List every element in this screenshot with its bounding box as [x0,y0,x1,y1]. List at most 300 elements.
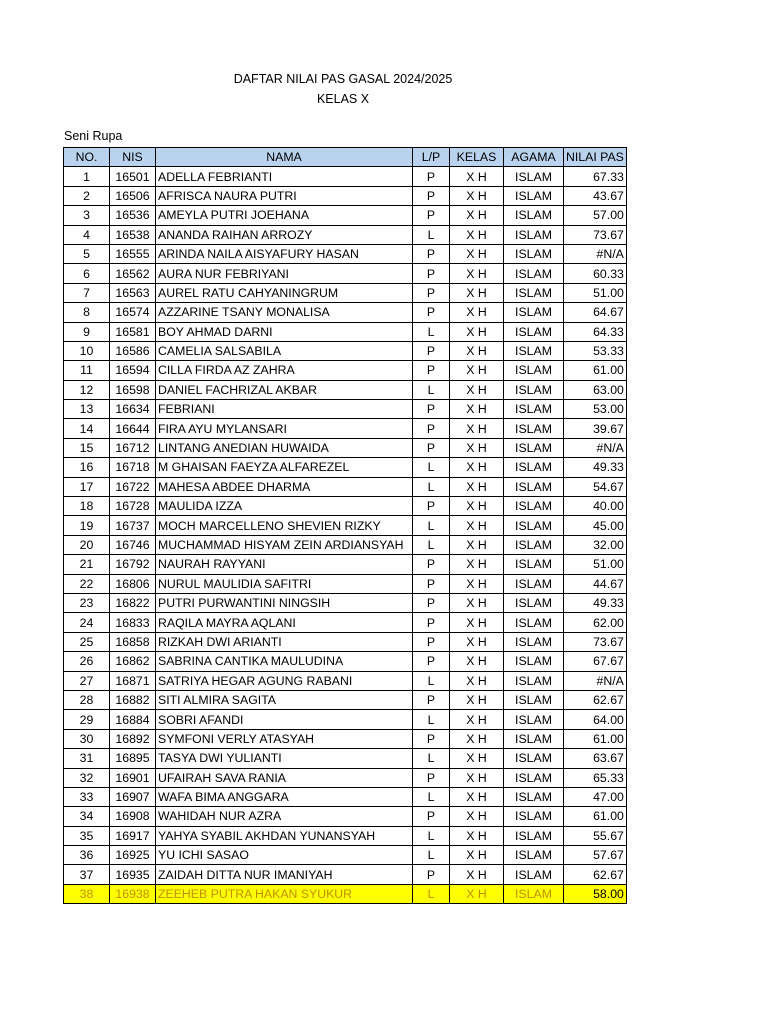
cell-nis[interactable]: 16574 [110,303,156,322]
cell-kelas[interactable]: X H [450,768,504,787]
grades-table [63,147,627,904]
cell-lp[interactable]: P [413,438,450,457]
cell-kelas[interactable]: X H [450,535,504,554]
cell-nilai[interactable]: 64.00 [564,710,627,729]
cell-nilai[interactable]: 60.33 [564,264,627,283]
cell-nis[interactable]: 16833 [110,613,156,632]
cell-lp[interactable]: L [413,826,450,845]
cell-nilai[interactable]: 40.00 [564,497,627,516]
cell-kelas[interactable]: X H [450,380,504,399]
cell-nama[interactable]: ARINDA NAILA AISYAFURY HASAN [156,244,413,263]
cell-no[interactable]: 32 [64,768,110,787]
cell-nama[interactable]: FEBRIANI [156,400,413,419]
col-header-nama[interactable]: NAMA [156,148,413,167]
cell-nilai[interactable]: 57.67 [564,846,627,865]
cell-agama[interactable]: ISLAM [504,555,564,574]
table-row [64,632,627,651]
cell-agama[interactable]: ISLAM [504,884,564,903]
cell-kelas[interactable]: X H [450,652,504,671]
cell-kelas[interactable]: X H [450,749,504,768]
cell-no[interactable]: 2 [64,186,110,205]
cell-lp[interactable]: L [413,535,450,554]
cell-nilai[interactable]: 61.00 [564,807,627,826]
cell-agama[interactable]: ISLAM [504,826,564,845]
cell-lp[interactable]: P [413,690,450,709]
cell-nilai[interactable]: 61.00 [564,729,627,748]
cell-nama[interactable]: NAURAH RAYYANI [156,555,413,574]
table-row [64,826,627,845]
cell-kelas[interactable]: X H [450,671,504,690]
cell-nilai[interactable]: 51.00 [564,283,627,302]
cell-kelas[interactable]: X H [450,690,504,709]
cell-agama[interactable]: ISLAM [504,167,564,186]
table-row [64,186,627,205]
col-header-nis[interactable]: NIS [110,148,156,167]
cell-lp[interactable]: P [413,400,450,419]
cell-no[interactable]: 27 [64,671,110,690]
cell-lp[interactable]: P [413,865,450,884]
cell-no[interactable]: 28 [64,690,110,709]
table-row [64,167,627,186]
cell-lp[interactable]: P [413,186,450,205]
cell-no[interactable]: 26 [64,652,110,671]
cell-nis[interactable]: 16908 [110,807,156,826]
cell-nis[interactable]: 16586 [110,341,156,360]
cell-kelas[interactable]: X H [450,303,504,322]
cell-nis[interactable]: 16563 [110,283,156,302]
cell-nis[interactable]: 16581 [110,322,156,341]
cell-agama[interactable]: ISLAM [504,671,564,690]
cell-no[interactable]: 31 [64,749,110,768]
cell-nilai[interactable]: 73.67 [564,225,627,244]
cell-nilai[interactable]: 49.33 [564,458,627,477]
cell-lp[interactable]: P [413,283,450,302]
cell-kelas[interactable]: X H [450,632,504,651]
cell-nama[interactable]: CILLA FIRDA AZ ZAHRA [156,361,413,380]
cell-nama[interactable]: RAQILA MAYRA AQLANI [156,613,413,632]
cell-lp[interactable]: L [413,380,450,399]
cell-kelas[interactable]: X H [450,458,504,477]
cell-kelas[interactable]: X H [450,361,504,380]
col-header-lp[interactable]: L/P [413,148,450,167]
cell-no[interactable]: 22 [64,574,110,593]
table-row [64,516,627,535]
cell-nama[interactable]: SABRINA CANTIKA MAULUDINA [156,652,413,671]
cell-nilai[interactable]: #N/A [564,438,627,457]
cell-kelas[interactable]: X H [450,865,504,884]
cell-lp[interactable]: P [413,652,450,671]
cell-agama[interactable]: ISLAM [504,400,564,419]
cell-lp[interactable]: L [413,846,450,865]
cell-nama[interactable]: WAHIDAH NUR AZRA [156,807,413,826]
cell-no[interactable]: 4 [64,225,110,244]
table-row [64,613,627,632]
cell-nama[interactable]: MUCHAMMAD HISYAM ZEIN ARDIANSYAH [156,535,413,554]
cell-nis[interactable]: 16901 [110,768,156,787]
cell-nilai[interactable]: 58.00 [564,884,627,903]
cell-nis[interactable]: 16895 [110,749,156,768]
cell-agama[interactable]: ISLAM [504,438,564,457]
cell-nilai[interactable]: 67.33 [564,167,627,186]
cell-nis[interactable]: 16884 [110,710,156,729]
cell-agama[interactable]: ISLAM [504,574,564,593]
cell-agama[interactable]: ISLAM [504,225,564,244]
cell-lp[interactable]: L [413,749,450,768]
cell-no[interactable]: 33 [64,787,110,806]
cell-agama[interactable]: ISLAM [504,322,564,341]
cell-lp[interactable]: L [413,671,450,690]
cell-kelas[interactable]: X H [450,438,504,457]
cell-nilai[interactable]: 54.67 [564,477,627,496]
cell-nilai[interactable]: 62.67 [564,865,627,884]
cell-nama[interactable]: SOBRI AFANDI [156,710,413,729]
cell-nama[interactable]: AURA NUR FEBRIYANI [156,264,413,283]
cell-no[interactable]: 25 [64,632,110,651]
table-row [64,283,627,302]
cell-no[interactable]: 34 [64,807,110,826]
cell-no[interactable]: 13 [64,400,110,419]
cell-nilai[interactable]: 63.67 [564,749,627,768]
cell-nama[interactable]: ZAIDAH DITTA NUR IMANIYAH [156,865,413,884]
cell-agama[interactable]: ISLAM [504,477,564,496]
cell-nilai[interactable]: 67.67 [564,652,627,671]
col-header-agama[interactable]: AGAMA [504,148,564,167]
cell-nis[interactable]: 16501 [110,167,156,186]
cell-no[interactable]: 7 [64,283,110,302]
cell-lp[interactable]: L [413,458,450,477]
table-row [64,438,627,457]
cell-agama[interactable]: ISLAM [504,768,564,787]
cell-nama[interactable]: TASYA DWI YULIANTI [156,749,413,768]
cell-lp[interactable]: P [413,341,450,360]
cell-nama[interactable]: AMEYLA PUTRI JOEHANA [156,206,413,225]
table-row [64,710,627,729]
table-row [64,671,627,690]
cell-nis[interactable]: 16892 [110,729,156,748]
cell-kelas[interactable]: X H [450,807,504,826]
cell-nama[interactable]: YU ICHI SASAO [156,846,413,865]
cell-lp[interactable]: P [413,729,450,748]
col-header-kelas[interactable]: KELAS [450,148,504,167]
cell-nis[interactable]: 16594 [110,361,156,380]
cell-kelas[interactable]: X H [450,846,504,865]
cell-lp[interactable]: P [413,768,450,787]
cell-nama[interactable]: AFRISCA NAURA PUTRI [156,186,413,205]
cell-nilai[interactable]: 57.00 [564,206,627,225]
cell-nis[interactable]: 16917 [110,826,156,845]
cell-nama[interactable]: MAULIDA IZZA [156,497,413,516]
table-row [64,419,627,438]
cell-no[interactable]: 14 [64,419,110,438]
cell-no[interactable]: 21 [64,555,110,574]
cell-no[interactable]: 6 [64,264,110,283]
cell-no[interactable]: 15 [64,438,110,457]
cell-no[interactable]: 9 [64,322,110,341]
cell-lp[interactable]: P [413,574,450,593]
cell-lp[interactable]: P [413,807,450,826]
cell-lp[interactable]: P [413,303,450,322]
cell-no[interactable]: 20 [64,535,110,554]
cell-agama[interactable]: ISLAM [504,749,564,768]
cell-nama[interactable]: RIZKAH DWI ARIANTI [156,632,413,651]
cell-no[interactable]: 29 [64,710,110,729]
cell-kelas[interactable]: X H [450,593,504,612]
cell-no[interactable]: 38 [64,884,110,903]
cell-no[interactable]: 24 [64,613,110,632]
cell-nilai[interactable]: 49.33 [564,593,627,612]
table-row [64,225,627,244]
cell-nama[interactable]: AZZARINE TSANY MONALISA [156,303,413,322]
cell-no[interactable]: 11 [64,361,110,380]
cell-lp[interactable]: L [413,884,450,903]
cell-nama[interactable]: MAHESA ABDEE DHARMA [156,477,413,496]
cell-no[interactable]: 35 [64,826,110,845]
cell-lp[interactable]: P [413,593,450,612]
cell-lp[interactable]: P [413,497,450,516]
cell-agama[interactable]: ISLAM [504,497,564,516]
cell-no[interactable]: 10 [64,341,110,360]
cell-agama[interactable]: ISLAM [504,458,564,477]
cell-nama[interactable]: CAMELIA SALSABILA [156,341,413,360]
cell-kelas[interactable]: X H [450,826,504,845]
table-row [64,477,627,496]
cell-kelas[interactable]: X H [450,341,504,360]
cell-lp[interactable]: P [413,555,450,574]
cell-kelas[interactable]: X H [450,206,504,225]
cell-kelas[interactable]: X H [450,555,504,574]
cell-no[interactable]: 36 [64,846,110,865]
cell-kelas[interactable]: X H [450,613,504,632]
cell-agama[interactable]: ISLAM [504,807,564,826]
cell-agama[interactable]: ISLAM [504,264,564,283]
cell-agama[interactable]: ISLAM [504,710,564,729]
cell-nis[interactable]: 16644 [110,419,156,438]
cell-no[interactable]: 8 [64,303,110,322]
cell-agama[interactable]: ISLAM [504,361,564,380]
cell-nis[interactable]: 16536 [110,206,156,225]
cell-nama[interactable]: BOY AHMAD DARNI [156,322,413,341]
cell-nis[interactable]: 16858 [110,632,156,651]
cell-agama[interactable]: ISLAM [504,303,564,322]
cell-agama[interactable]: ISLAM [504,206,564,225]
cell-nama[interactable]: ADELLA FEBRIANTI [156,167,413,186]
cell-no[interactable]: 23 [64,593,110,612]
cell-nilai[interactable]: 51.00 [564,555,627,574]
cell-nilai[interactable]: 43.67 [564,186,627,205]
cell-nis[interactable]: 16728 [110,497,156,516]
cell-lp[interactable]: P [413,206,450,225]
cell-lp[interactable]: L [413,477,450,496]
cell-no[interactable]: 12 [64,380,110,399]
cell-kelas[interactable]: X H [450,186,504,205]
cell-nilai[interactable]: 61.00 [564,361,627,380]
cell-lp[interactable]: L [413,787,450,806]
cell-agama[interactable]: ISLAM [504,729,564,748]
cell-nis[interactable]: 16746 [110,535,156,554]
cell-nama[interactable]: SITI ALMIRA SAGITA [156,690,413,709]
cell-no[interactable]: 19 [64,516,110,535]
cell-nis[interactable]: 16882 [110,690,156,709]
cell-nilai[interactable]: 44.67 [564,574,627,593]
cell-nilai[interactable]: 47.00 [564,787,627,806]
cell-agama[interactable]: ISLAM [504,787,564,806]
cell-nis[interactable]: 16538 [110,225,156,244]
cell-nama[interactable]: WAFA BIMA ANGGARA [156,787,413,806]
cell-nilai[interactable]: 64.67 [564,303,627,322]
cell-no[interactable]: 17 [64,477,110,496]
cell-nis[interactable]: 16871 [110,671,156,690]
cell-nama[interactable]: SATRIYA HEGAR AGUNG RABANI [156,671,413,690]
cell-nilai[interactable]: 62.67 [564,690,627,709]
table-row [64,749,627,768]
table-row [64,535,627,554]
cell-agama[interactable]: ISLAM [504,652,564,671]
cell-agama[interactable]: ISLAM [504,419,564,438]
col-header-nilai[interactable]: NILAI PAS [564,148,627,167]
cell-kelas[interactable]: X H [450,283,504,302]
cell-nilai[interactable]: 65.33 [564,768,627,787]
cell-nis[interactable]: 16806 [110,574,156,593]
cell-nilai[interactable]: 73.67 [564,632,627,651]
table-row [64,458,627,477]
cell-nis[interactable]: 16792 [110,555,156,574]
cell-kelas[interactable]: X H [450,574,504,593]
cell-nama[interactable]: LINTANG ANEDIAN HUWAIDA [156,438,413,457]
table-row [64,341,627,360]
cell-lp[interactable]: P [413,167,450,186]
cell-nilai[interactable]: 64.33 [564,322,627,341]
cell-agama[interactable]: ISLAM [504,244,564,263]
cell-agama[interactable]: ISLAM [504,632,564,651]
cell-no[interactable]: 37 [64,865,110,884]
cell-agama[interactable]: ISLAM [504,516,564,535]
cell-nilai[interactable]: #N/A [564,244,627,263]
cell-agama[interactable]: ISLAM [504,341,564,360]
cell-lp[interactable]: P [413,632,450,651]
cell-nilai[interactable]: 63.00 [564,380,627,399]
cell-no[interactable]: 18 [64,497,110,516]
cell-nama[interactable]: ANANDA RAIHAN ARROZY [156,225,413,244]
cell-kelas[interactable]: X H [450,419,504,438]
cell-lp[interactable]: L [413,225,450,244]
cell-nama[interactable]: DANIEL FACHRIZAL AKBAR [156,380,413,399]
cell-agama[interactable]: ISLAM [504,283,564,302]
cell-no[interactable]: 16 [64,458,110,477]
cell-nis[interactable]: 16907 [110,787,156,806]
table-row [64,593,627,612]
cell-nilai[interactable]: 53.33 [564,341,627,360]
cell-agama[interactable]: ISLAM [504,613,564,632]
cell-agama[interactable]: ISLAM [504,690,564,709]
cell-nilai[interactable]: 62.00 [564,613,627,632]
class-subtitle: KELAS X [316,92,370,106]
cell-nis[interactable]: 16555 [110,244,156,263]
cell-kelas[interactable]: X H [450,516,504,535]
cell-lp[interactable]: L [413,710,450,729]
cell-kelas[interactable]: X H [450,225,504,244]
table-row [64,322,627,341]
cell-kelas[interactable]: X H [450,322,504,341]
cell-nis[interactable]: 16506 [110,186,156,205]
cell-agama[interactable]: ISLAM [504,186,564,205]
cell-nilai[interactable]: 55.67 [564,826,627,845]
cell-nilai[interactable]: #N/A [564,671,627,690]
cell-nis[interactable]: 16935 [110,865,156,884]
cell-nama[interactable]: UFAIRAH SAVA RANIA [156,768,413,787]
cell-nis[interactable]: 16712 [110,438,156,457]
cell-nis[interactable]: 16718 [110,458,156,477]
cell-kelas[interactable]: X H [450,497,504,516]
cell-nilai[interactable]: 53.00 [564,400,627,419]
cell-no[interactable]: 3 [64,206,110,225]
cell-kelas[interactable]: X H [450,167,504,186]
cell-kelas[interactable]: X H [450,264,504,283]
cell-kelas[interactable]: X H [450,710,504,729]
cell-nis[interactable]: 16737 [110,516,156,535]
cell-lp[interactable]: L [413,516,450,535]
cell-nama[interactable]: NURUL MAULIDIA SAFITRI [156,574,413,593]
table-row [64,729,627,748]
cell-nis[interactable]: 16925 [110,846,156,865]
table-row [64,497,627,516]
cell-agama[interactable]: ISLAM [504,846,564,865]
cell-nilai[interactable]: 39.67 [564,419,627,438]
cell-nama[interactable]: FIRA AYU MYLANSARI [156,419,413,438]
cell-lp[interactable]: P [413,613,450,632]
cell-kelas[interactable]: X H [450,787,504,806]
cell-nama[interactable]: YAHYA SYABIL AKHDAN YUNANSYAH [156,826,413,845]
cell-nama[interactable]: MOCH MARCELLENO SHEVIEN RIZKY [156,516,413,535]
cell-agama[interactable]: ISLAM [504,380,564,399]
cell-no[interactable]: 1 [64,167,110,186]
cell-agama[interactable]: ISLAM [504,865,564,884]
cell-nama[interactable]: AUREL RATU CAHYANINGRUM [156,283,413,302]
cell-lp[interactable]: L [413,322,450,341]
cell-nis[interactable]: 16634 [110,400,156,419]
cell-nama[interactable]: SYMFONI VERLY ATASYAH [156,729,413,748]
cell-nilai[interactable]: 32.00 [564,535,627,554]
cell-kelas[interactable]: X H [450,244,504,263]
cell-nis[interactable]: 16598 [110,380,156,399]
cell-no[interactable]: 30 [64,729,110,748]
cell-nis[interactable]: 16862 [110,652,156,671]
table-row [64,768,627,787]
cell-nama[interactable]: ZEEHEB PUTRA HAKAN SYUKUR [156,884,413,903]
cell-kelas[interactable]: X H [450,884,504,903]
cell-nama[interactable]: PUTRI PURWANTINI NINGSIH [156,593,413,612]
cell-lp[interactable]: P [413,264,450,283]
cell-nis[interactable]: 16938 [110,884,156,903]
cell-lp[interactable]: P [413,419,450,438]
cell-nis[interactable]: 16722 [110,477,156,496]
cell-kelas[interactable]: X H [450,729,504,748]
cell-kelas[interactable]: X H [450,477,504,496]
cell-agama[interactable]: ISLAM [504,593,564,612]
cell-no[interactable]: 5 [64,244,110,263]
cell-lp[interactable]: P [413,244,450,263]
table-row [64,884,627,903]
cell-nilai[interactable]: 45.00 [564,516,627,535]
col-header-no[interactable]: NO. [64,148,110,167]
cell-nis[interactable]: 16562 [110,264,156,283]
cell-kelas[interactable]: X H [450,400,504,419]
table-row [64,400,627,419]
cell-nama[interactable]: M GHAISAN FAEYZA ALFAREZEL [156,458,413,477]
table-header-row [64,148,627,167]
cell-lp[interactable]: P [413,361,450,380]
cell-agama[interactable]: ISLAM [504,535,564,554]
cell-nis[interactable]: 16822 [110,593,156,612]
